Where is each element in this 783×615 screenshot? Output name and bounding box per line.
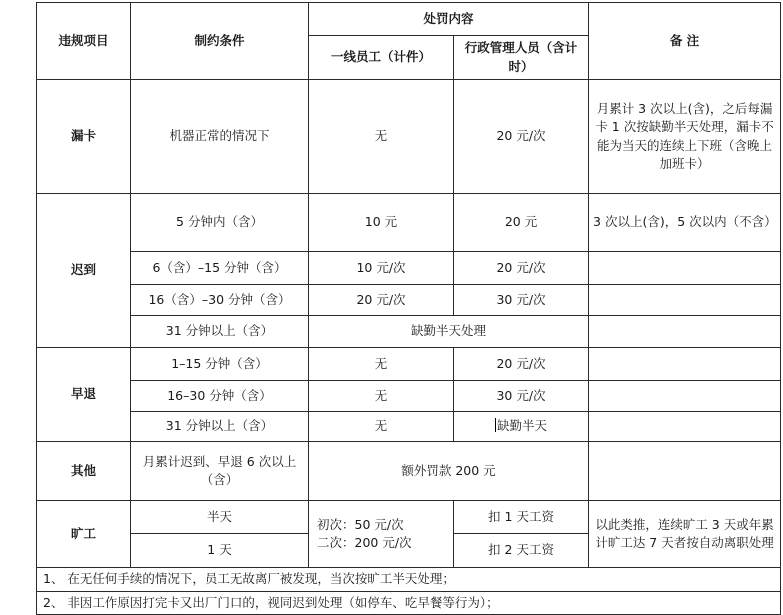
late-remark-4 <box>589 316 781 348</box>
late-admin-1: 20 元 <box>454 194 589 252</box>
absent-admin-1: 扣 1 天工资 <box>454 501 589 534</box>
early-remark-1 <box>589 348 781 381</box>
text-cursor <box>495 418 496 432</box>
early-frontline-1: 无 <box>309 348 454 381</box>
header-penalty: 处罚内容 <box>309 3 589 36</box>
late-remark-1: 3 次以上(含)，5 次以内（不含） <box>589 194 781 252</box>
absent-admin-2: 扣 2 天工资 <box>454 534 589 568</box>
category-late: 迟到 <box>37 194 131 348</box>
absent-remark: 以此类推，连续旷工 3 天或年累计旷工达 7 天者按自动离职处理 <box>589 501 781 568</box>
note-2: 2、 非因工作原因打完卡又出厂门口的，视同迟到处理（如停车、吃早餐等行为）； <box>37 592 781 615</box>
absent-condition-1: 半天 <box>131 501 309 534</box>
early-frontline-2: 无 <box>309 381 454 412</box>
attendance-penalty-table <box>36 2 781 615</box>
late-condition-3: 16（含）–30 分钟（含） <box>131 285 309 316</box>
missed-punch-remark: 月累计 3 次以上(含)，之后每漏卡 1 次按缺勤半天处理，漏卡不能为当天的连续上下班（含晚上加班卡） <box>589 80 781 194</box>
missed-punch-frontline: 无 <box>309 80 454 194</box>
early-condition-3: 31 分钟以上（含） <box>131 412 309 442</box>
late-remark-3 <box>589 285 781 316</box>
early-admin-1: 20 元/次 <box>454 348 589 381</box>
late-frontline-2: 10 元/次 <box>309 252 454 285</box>
early-condition-2: 16–30 分钟（含） <box>131 381 309 412</box>
header-condition: 制约条件 <box>131 3 309 80</box>
other-penalty: 额外罚款 200 元 <box>309 442 589 501</box>
header-admin: 行政管理人员（含计时） <box>454 36 589 80</box>
absent-frontline: 初次：50 元/次 二次：200 元/次 <box>309 501 454 568</box>
late-condition-1: 5 分钟内（含） <box>131 194 309 252</box>
absent-condition-2: 1 天 <box>131 534 309 568</box>
early-admin-3: 缺勤半天 <box>497 418 548 434</box>
early-condition-1: 1–15 分钟（含） <box>131 348 309 381</box>
missed-punch-admin: 20 元/次 <box>454 80 589 194</box>
category-absent: 旷工 <box>37 501 131 568</box>
category-early-leave: 早退 <box>37 348 131 442</box>
early-admin-2: 30 元/次 <box>454 381 589 412</box>
early-remark-3 <box>589 412 781 442</box>
header-frontline: 一线员工（计件） <box>309 36 454 80</box>
category-missed-punch: 漏卡 <box>37 80 131 194</box>
header-violation-item: 违规项目 <box>37 3 131 80</box>
late-frontline-3: 20 元/次 <box>309 285 454 316</box>
late-condition-4: 31 分钟以上（含） <box>131 316 309 348</box>
header-remarks: 备 注 <box>589 3 781 80</box>
other-condition: 月累计迟到、早退 6 次以上（含） <box>131 442 309 501</box>
early-remark-2 <box>589 381 781 412</box>
late-admin-2: 20 元/次 <box>454 252 589 285</box>
late-remark-2 <box>589 252 781 285</box>
note-1: 1、 在无任何手续的情况下，员工无故离厂被发现，当次按旷工半天处理； <box>37 568 781 592</box>
late-condition-2: 6（含）–15 分钟（含） <box>131 252 309 285</box>
missed-punch-condition: 机器正常的情况下 <box>131 80 309 194</box>
other-remark <box>589 442 781 501</box>
late-penalty-4: 缺勤半天处理 <box>309 316 589 348</box>
early-admin-3-cell[interactable] <box>454 412 589 442</box>
late-frontline-1: 10 元 <box>309 194 454 252</box>
early-frontline-3: 无 <box>309 412 454 442</box>
late-admin-3: 30 元/次 <box>454 285 589 316</box>
category-other: 其他 <box>37 442 131 501</box>
